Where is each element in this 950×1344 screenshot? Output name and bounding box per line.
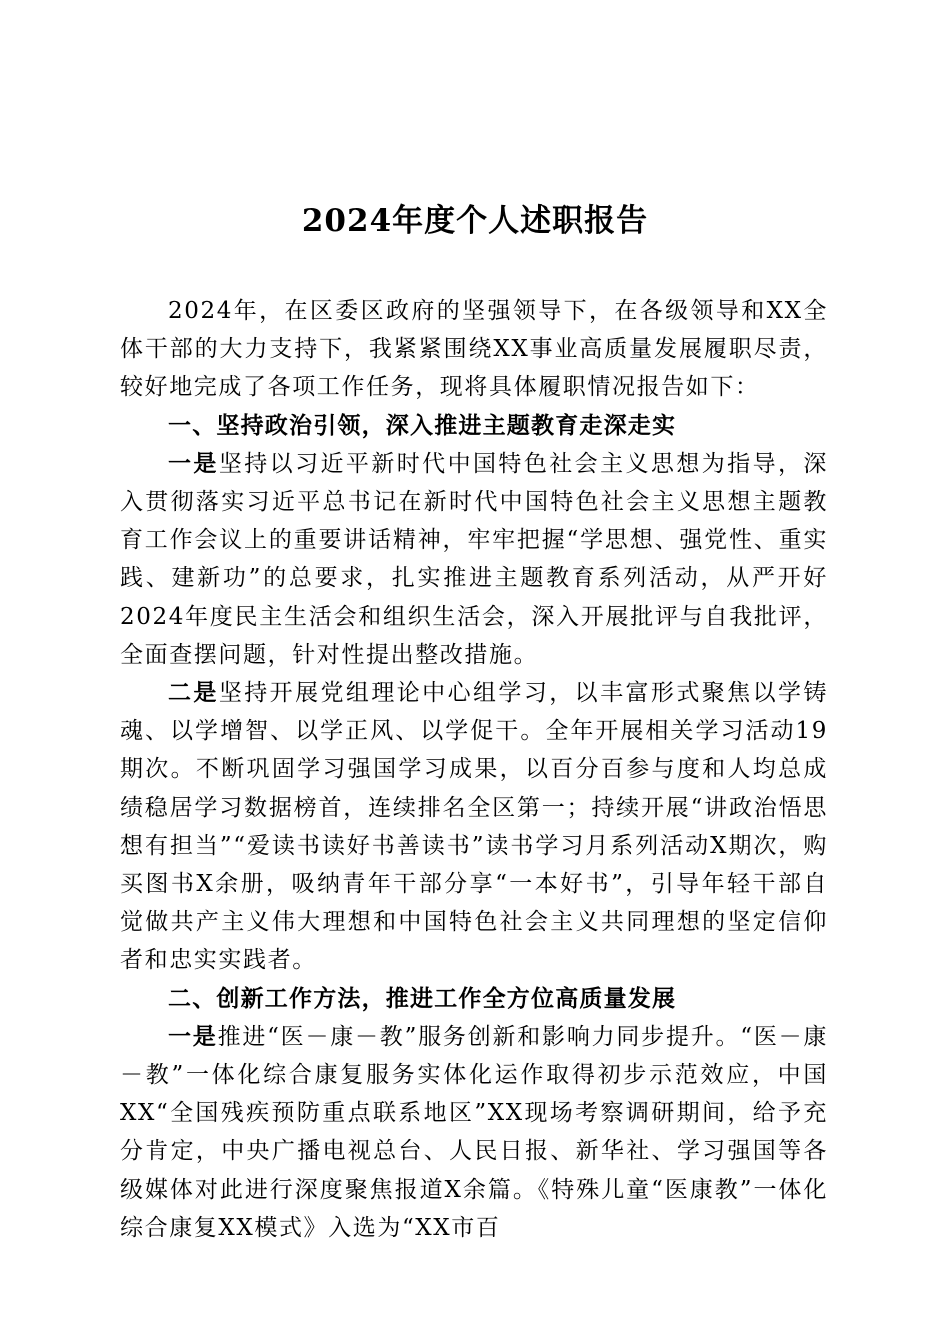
section-1-paragraph-1: [120, 445, 828, 674]
paragraph-lead: 一是: [168, 449, 219, 477]
paragraph-text: 坚持以习近平新时代中国特色社会主义思想为指导，深入贯彻落实习近平总书记在新时代中国特色社会主义思想主题教育工作会议上的重要讲话精神，牢牢把握“学思想、强党性、重实践、建新功”的总要求，扎实推进主题教育系列活动，从严开好2024年度民主生活会和组织生活会，深入开展批评与自我批评，全面查摆问题，针对性提出整改措施。: [120, 450, 829, 668]
section-1-paragraph-2: [120, 674, 828, 980]
section-2-paragraph-1: [120, 1018, 828, 1247]
section-heading-2: 二、创新工作方法，推进工作全方位高质量发展: [168, 984, 677, 1012]
paragraph-lead: 二是: [168, 679, 219, 707]
section-heading-1: 一、坚持政治引领，深入推进主题教育走深走实: [168, 411, 677, 439]
intro-paragraph: 2024年，在区委区政府的坚强领导下，在各级领导和XX全体干部的大力支持下，我紧紧围绕XX事业高质量发展履职尽责，较好地完成了各项工作任务，现将具体履职情况报告如下：: [120, 298, 828, 401]
paragraph-text: 坚持开展党组理论中心组学习，以丰富形式聚焦以学铸魂、以学增智、以学正风、以学促干。全年开展相关学习活动19期次。不断巩固学习强国学习成果，以百分百参与度和人均总成绩稳居学习数据榜首，连续排名全区第一；持续开展“讲政治悟思想有担当”“爱读书读好书善读书”读书学习月系列活动X期次，购买图书X余册，吸纳青年干部分享“一本好书”，引导年轻干部自觉做共产主义伟大理想和中国特色社会主义共同理想的坚定信仰者和忠实实践者。: [120, 680, 829, 974]
paragraph-text: 推进“医－康－教”服务创新和影响力同步提升。“医－康－教”一体化综合康复服务实体化运作取得初步示范效应，中国XX“全国残疾预防重点联系地区”XX现场考察调研期间，给予充分肯定，中央广播电视总台、人民日报、新华社、学习强国等各级媒体对此进行深度聚焦报道X余篇。《特殊儿童“医康教”一体化综合康复XX模式》入选为“XX市百: [120, 1023, 829, 1241]
document-title: 2024年度个人述职报告: [301, 203, 649, 239]
paragraph-lead: 一是: [168, 1022, 218, 1050]
document-body: [120, 292, 828, 1247]
